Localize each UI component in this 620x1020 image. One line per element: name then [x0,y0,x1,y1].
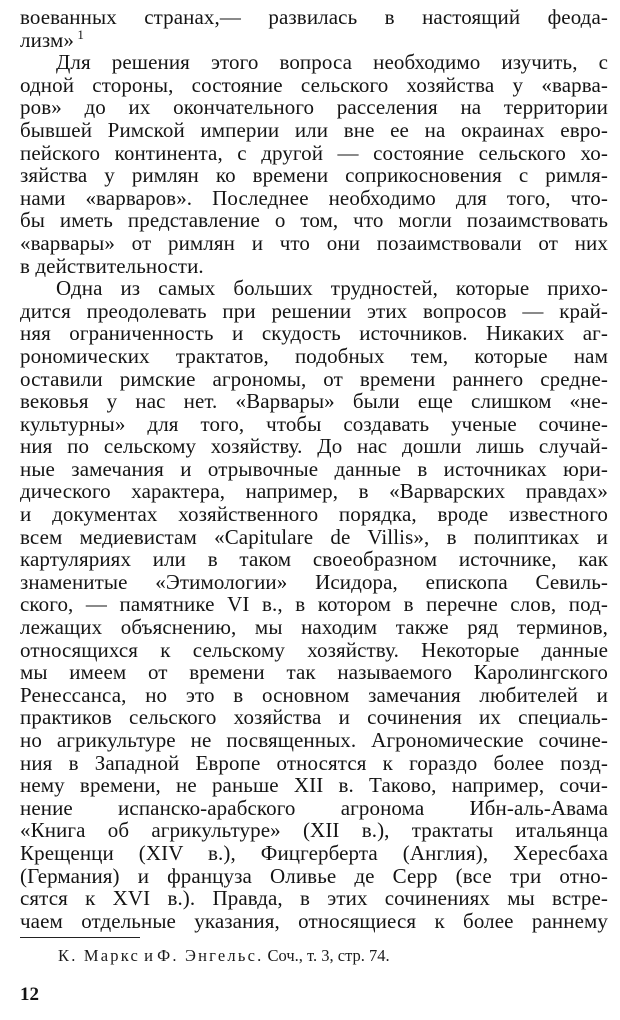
body-line: ния в Западной Европе относятся к гораздо более позд- [20,750,608,775]
body-line: ния по сельскому хозяйству. До нас дошли лишь случай- [20,434,608,459]
body-line: пейского континента, с другой — состояние сельского хо- [20,140,608,165]
body-line: нение испанско-арабского агронома Ибн-аль-Авама [20,795,608,820]
footnote [58,946,390,966]
body-line: практиков сельского хозяйства и сочинения их специаль- [20,705,608,730]
body-line-text: лизм» [20,27,75,52]
footnote-author-2: Ф. Энгельс. [157,946,264,965]
body-line: ров» до их окончательного расселения на территории [20,95,608,120]
body-line: «варвары» от римлян и что они позаимствовали от них [20,230,608,255]
body-line: дится преодолевать при решении этих вопросов — край- [20,298,608,323]
body-line: мы имеем от времени так называемого Каролингского [20,660,608,685]
body-line: нами «варваров». Последнее необходимо для того, что- [20,185,608,210]
body-line: дического характера, например, в «Варварских правдах» [20,479,608,504]
body-line: одной стороны, состояние сельского хозяйства у «варва- [20,72,608,97]
body-line: культурны» для того, чтобы создавать ученые сочине- [20,411,608,436]
body-line: оставили римские агрономы, от времени раннего средне- [20,366,608,391]
body-line: вековья у нас нет. «Варвары» были еще слишком «не- [20,389,608,414]
body-line: Крещенци (XIV в.), Фицгерберта (Англия), Хересбаха [20,840,608,865]
body-line: воеванных странах,— развилась в настоящий феода- [20,5,608,29]
body-line: ского, — памятнике VI в., в котором в перечне слов, под- [20,592,608,617]
body-line: сятся к XVI в.). Правда, в этих сочинениях мы встре- [20,886,608,911]
body-line: чаем отдельные указания, относящиеся к более раннему [20,908,608,933]
body-line: и документах хозяйственного порядка, вроде известного [20,502,608,527]
body-line: Ренессанса, но это в основном замечания любителей и [20,682,608,707]
body-line: зяйства у римлян ко времени соприкосновения с римля- [20,163,608,188]
body-line: знаменитые «Этимологии» Исидора, епископа Севиль- [20,569,608,594]
footnote-citation: Соч., т. 3, стр. 74. [267,946,390,965]
body-line: лежащих объяснению, мы находим также ряд терминов, [20,615,608,640]
body-line: картуляриях или в таком своеобразном источнике, как [20,547,608,572]
body-line: няя ограниченность и скудость источников. Никаких аг- [20,321,608,346]
body-line: но агрикультуре не посвященных. Агрономические сочине- [20,728,608,752]
page-number: 12 [20,984,39,1005]
body-line: ные замечания и отрывочные данные в источниках юри- [20,456,608,481]
footnote-author-1: К. Маркс [58,946,141,965]
body-line [20,26,608,52]
body-line: Одна из самых больших трудностей, которые прихо- [56,276,608,301]
body-line: в действительности. [20,253,204,278]
body-line: всем медиевистам «Capitulare de Villis», в полиптиках и [20,524,608,549]
body-line: рономических трактатов, подобных тем, которые нам [20,343,608,368]
footnote-separator [20,937,140,938]
body-line: Для решения этого вопроса необходимо изучить, с [56,50,608,75]
body-line: относящихся к сельскому хозяйству. Некоторые данные [20,637,608,662]
footnote-marker: 1 [77,26,84,42]
body-text [20,6,608,932]
footnote-connector: и [144,946,153,965]
body-line: (Германия) и француза Оливье де Серр (все три отно- [20,863,608,888]
body-line: «Книга об агрикультуре» (XII в.), трактаты итальянца [20,818,608,843]
body-line: нему времени, не раньше XII в. Таково, например, сочи- [20,773,608,798]
body-line: бывшей Римской империи или вне ее на окраинах евро- [20,117,608,142]
body-line: бы иметь представление о том, что могли позаимствовать [20,208,608,233]
